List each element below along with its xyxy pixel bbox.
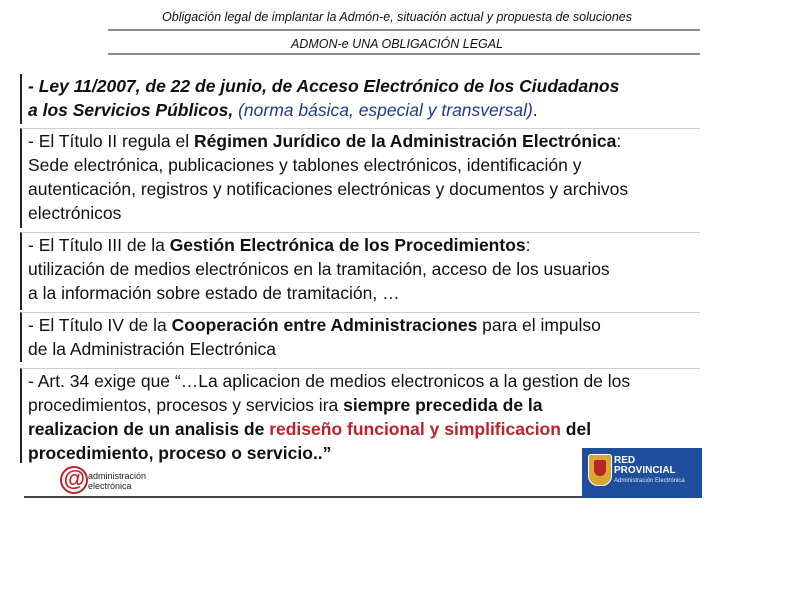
title-ii-line-2: Sede electrónica, publicaciones y tablones electrónicos, identificación y — [28, 155, 582, 175]
red-provincial-logo — [582, 448, 702, 498]
art-34-line-2a: procedimientos, procesos y servicios ira — [28, 395, 344, 415]
art-34-line-1: - Art. 34 exige que “…La aplicacion de medios electronicos a la gestion de los — [28, 371, 631, 391]
title-iii-line-1 — [28, 233, 700, 257]
crest-shield — [594, 460, 606, 476]
title-iii-line-2: utilización de medios electrónicos en la tramitación, acceso de los usuarios — [28, 259, 610, 279]
title-iii-block — [20, 232, 700, 310]
title-ii-line-1 — [28, 129, 700, 153]
header-divider-2 — [108, 53, 700, 55]
law-line-1: - Ley 11/2007, de 22 de junio, de Acceso Electrónico de los Ciudadanos — [28, 76, 620, 96]
red-provincial-text — [614, 456, 676, 476]
law-line-2a: a los Servicios Públicos, — [28, 100, 239, 120]
art-34-line-3c: del — [560, 419, 592, 439]
law-block — [20, 74, 700, 124]
logo-text-line-2: electrónica — [88, 481, 132, 491]
rp-subtitle: Administración Electrónica — [614, 478, 685, 484]
art-34-line-4: procedimiento, proceso o servicio..” — [28, 443, 332, 463]
title-iii-post: : — [525, 235, 531, 255]
title-iv-line-1 — [28, 313, 700, 337]
at-icon: @ — [60, 466, 88, 494]
title-ii-bold: Régimen Jurídico de la Administración Electrónica — [194, 131, 617, 151]
title-iii-bold: Gestión Electrónica de los Procedimientos — [169, 235, 526, 255]
title-iv-line-2: de la Administración Electrónica — [28, 339, 277, 359]
title-iii-line-3: a la información sobre estado de tramitación, … — [28, 283, 400, 303]
crest-icon — [588, 454, 612, 486]
art-34-line-3 — [28, 417, 700, 441]
title-ii-line-3: autenticación, registros y notificaciones electrónicas y documentos y archivos — [28, 179, 629, 199]
rp-line-1: RED — [614, 455, 636, 466]
title-iii-pre: - El Título III de la — [28, 235, 170, 255]
art-34-line-2b: siempre precedida de la — [343, 395, 543, 415]
title-iv-block — [20, 312, 700, 362]
title-iv-post: para el impulso — [477, 315, 601, 335]
header-divider — [108, 29, 700, 31]
title-iv-bold: Cooperación entre Administraciones — [171, 315, 478, 335]
section-title: ADMON-e UNA OBLIGACIÓN LEGAL — [290, 37, 504, 51]
title-iv-pre: - El Título IV de la — [28, 315, 172, 335]
logo-text-line-1: administración — [88, 471, 147, 481]
art-34-line-3a: realizacion de un analisis de — [28, 419, 270, 439]
document-title: Obligación legal de implantar la Admón-e, situación actual y propuesta de soluciones — [162, 10, 632, 24]
law-line-2 — [28, 98, 700, 122]
law-scope: (norma básica, especial y transversal) — [238, 100, 533, 120]
title-ii-post: : — [616, 131, 622, 151]
logo-text — [88, 471, 146, 491]
law-period: . — [532, 100, 538, 120]
art-34-line-2 — [28, 393, 700, 417]
title-ii-pre: - El Título II regula el — [28, 131, 195, 151]
rp-line-2: PROVINCIAL — [614, 465, 676, 476]
art-34-highlight: rediseño funcional y simplificacion — [269, 419, 561, 439]
administracion-electronica-logo — [60, 466, 170, 496]
title-ii-block — [20, 128, 700, 228]
title-ii-line-4: electrónicos — [28, 203, 122, 223]
